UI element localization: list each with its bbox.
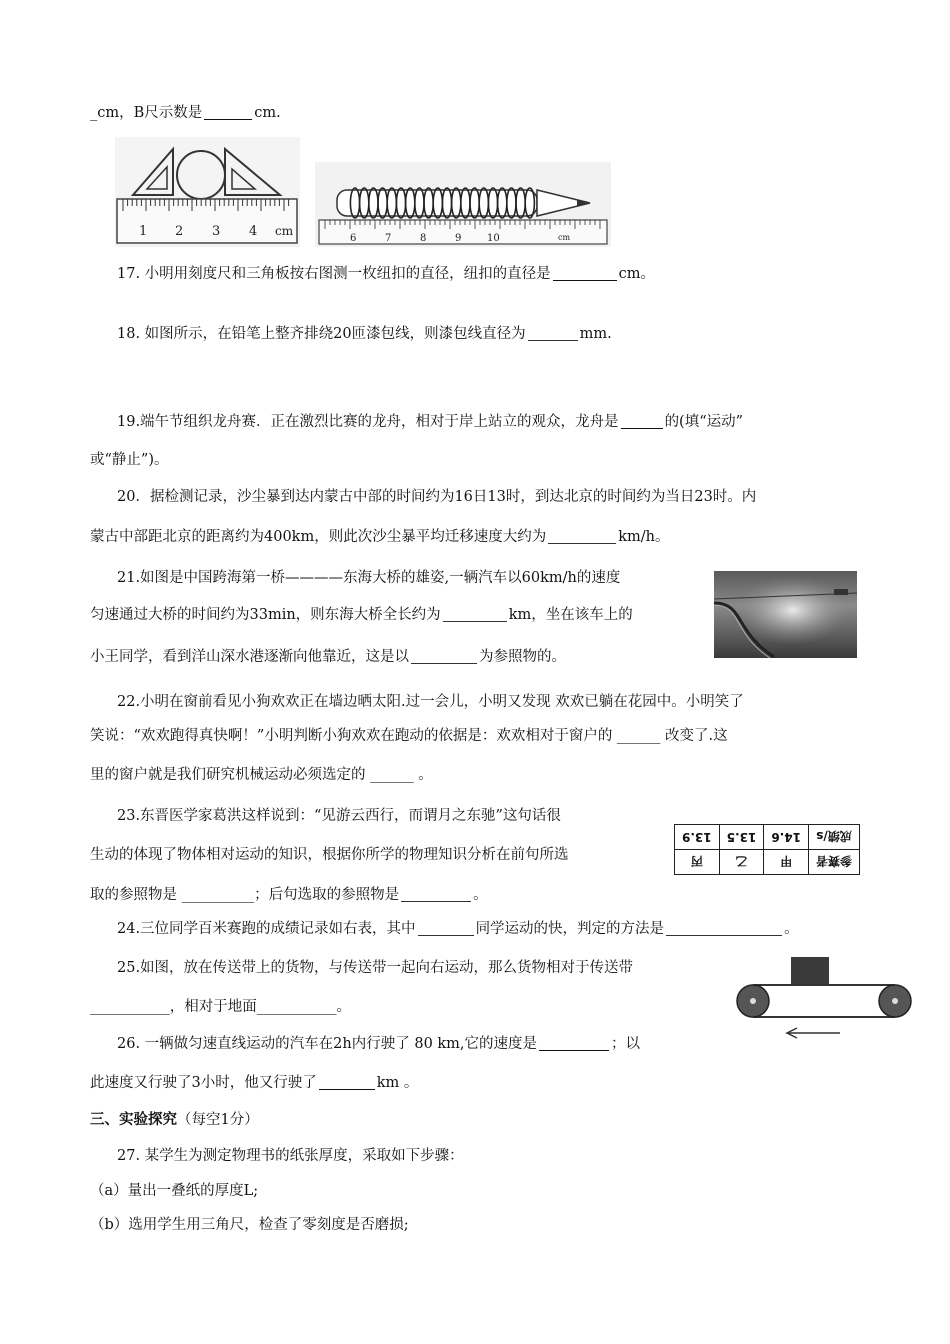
answer-blank[interactable] — [204, 105, 252, 120]
ruler2-tick-8: 8 — [420, 233, 427, 244]
question-21-cont: 匀速通过大桥的时间约为33min，则东海大桥全长约为 km，坐在该车上的 — [90, 607, 633, 623]
question-19: 19.端午节组织龙舟赛．正在激烈比赛的龙舟，相对于岸上站立的观众，龙舟是 的(填“运动” — [117, 414, 744, 430]
question-20: 20．据检测记录，沙尘暴到达内蒙古中部的时间约为16日13时，到达北京的时间约为当日23时。内 — [117, 489, 757, 505]
question-24: 24.三位同学百米赛跑的成绩记录如右表，其中 同学运动的快，判定的方法是 。 — [117, 921, 799, 937]
question-25-cont: ___________，相对于地面___________。 — [90, 999, 351, 1015]
question-26-cont: 此速度又行驶了3小时，他又行驶了 km 。 — [90, 1075, 419, 1091]
question-17: 17. 小明用刻度尺和三角板按右图测一枚纽扣的直径，纽扣的直径是 cm。 — [117, 266, 656, 282]
question-19-cont: 或“静止”)。 — [90, 452, 169, 468]
question-26: 26. 一辆做匀速直线运动的汽车在2h内行驶了 80 km,它的速度是 ；以 — [117, 1036, 641, 1052]
button-ruler-figure — [115, 137, 300, 247]
pencil-coil-figure — [315, 162, 611, 247]
question-22: 22.小明在窗前看见小狗欢欢正在墙边晒太阳.过一会儿，小明又发现 欢欢已躺在花园中。小明笑了 — [117, 694, 744, 710]
q19-answer-blank[interactable] — [621, 414, 663, 429]
question-25: 25.如图，放在传送带上的货物，与传送带一起向右运动，那么货物相对于传送带 — [117, 960, 634, 976]
question-27-step-b: （b）选用学生用三角尺，检查了零刻度是否磨损; — [90, 1217, 409, 1233]
ruler2-tick-10: 10 — [487, 233, 500, 244]
table-cell-jia: 14.6 — [764, 825, 809, 850]
q21-length-blank[interactable] — [443, 607, 507, 622]
question-22-cont: 笑说：“欢欢跑得真快啊！”小明判断小狗欢欢在跑动的依据是：欢欢相对于窗户的 ______ 改变了.这 — [90, 728, 728, 744]
ruler2-tick-6: 6 — [350, 233, 357, 244]
table-label-time: 成绩/s — [809, 825, 860, 850]
question-18: 18. 如图所示，在铅笔上整齐排绕20匝漆包线，则漆包线直径为 mm. — [117, 326, 612, 342]
table-cell-yi: 13.5 — [719, 825, 764, 850]
table-cell-bing: 13.9 — [675, 825, 720, 850]
question-21-cont2: 小王同学，看到洋山深水港逐渐向他靠近，这是以 为参照物的。 — [90, 649, 566, 665]
ruler1-tick-2: 2 — [175, 224, 184, 239]
q24-student-blank[interactable] — [418, 921, 474, 936]
table-header-yi: 乙 — [719, 850, 764, 875]
table-header-bing: 丙 — [675, 850, 720, 875]
q21-reference-blank[interactable] — [411, 649, 477, 664]
q26-distance-blank[interactable] — [319, 1075, 375, 1090]
question-23-cont: 生动的体现了物体相对运动的知识，根据你所学的物理知识分析在前句所选 — [90, 847, 569, 863]
q23-answer-blank[interactable] — [401, 887, 471, 902]
q16-tail: _cm，B尺示数是 cm. — [90, 105, 281, 121]
bridge-photo — [714, 571, 857, 658]
race-results-table — [674, 815, 860, 875]
q24-method-blank[interactable] — [666, 921, 782, 936]
question-21: 21.如图是中国跨海第一桥————东海大桥的雄姿,一辆汽车以60km/h的速度 — [117, 570, 621, 586]
q20-answer-blank[interactable] — [548, 529, 616, 544]
table-header-jia: 甲 — [764, 850, 809, 875]
ruler2-tick-cm: cm — [558, 233, 571, 242]
ruler2-tick-7: 7 — [385, 233, 392, 244]
ruler1-tick-4: 4 — [249, 224, 258, 239]
q26-speed-blank[interactable] — [539, 1036, 609, 1051]
question-23: 23.东晋医学家葛洪这样说到：“见游云西行，而谓月之东驰”这句话很 — [117, 808, 561, 824]
question-23-cont2: 取的参照物是 __________；后句选取的参照物是 。 — [90, 887, 488, 903]
conveyor-belt-figure — [735, 955, 915, 1040]
ruler2-tick-9: 9 — [455, 233, 462, 244]
q17-answer-blank[interactable] — [553, 266, 617, 281]
ruler1-tick-1: 1 — [139, 224, 148, 239]
question-22-cont2: 里的窗户就是我们研究机械运动必须选定的 ______ 。 — [90, 767, 433, 783]
question-27-step-a: （a）量出一叠纸的厚度L; — [90, 1183, 259, 1199]
ruler1-tick-3: 3 — [212, 224, 221, 239]
section-3-heading: 三、实验探究（每空1分） — [90, 1111, 259, 1128]
table-header-participant: 参赛者 — [809, 850, 860, 875]
q18-answer-blank[interactable] — [528, 326, 578, 341]
ruler1-tick-cm: cm — [275, 224, 294, 238]
question-20-cont: 蒙古中部距北京的距离约为400km，则此次沙尘暴平均迁移速度大约为 km/h。 — [90, 529, 670, 545]
question-27: 27. 某学生为测定物理书的纸张厚度，采取如下步骤： — [117, 1148, 464, 1164]
